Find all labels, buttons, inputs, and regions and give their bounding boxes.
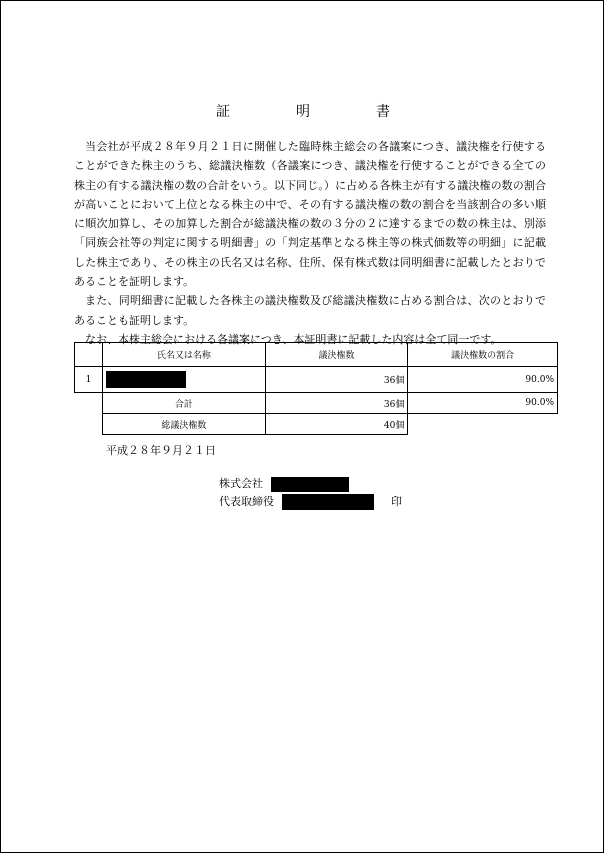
header-ratio: 議決権数の割合	[408, 343, 558, 367]
document-title: 証 明 書	[216, 104, 416, 120]
all-votes-value: 40個	[265, 414, 408, 435]
total-label: 合計	[102, 393, 265, 414]
paragraph-same: なお、本株主総会における各議案につき、本証明書に記載した内容は全て同一です。	[85, 332, 502, 346]
certificate-date: 平成２８年９月２１日	[106, 444, 216, 457]
voting-rights-table	[74, 342, 558, 435]
redacted-shareholder-name	[106, 371, 186, 388]
paragraph-main: 当会社が平成２８年９月２１日に開催した臨時株主総会の各議案につき、議決権を行使することができた株主のうち、総議決権数（各議案につき、議決権を行使することができる全ての株主の有する議決権の数の合計をいう。以下同じ。）に占める各株主が有する議決権の数の割合が高いことにおいて上位となる株主の中で、その有する議決権の数の割合を当該割合の多い順に順次加算し、その加算した割合が総議決権の数の３分の２に達するまでの数の株主は、別添「同族会社等の判定に関する明細書」の「判定基準となる株主等の株式価数等の明細」に記載した株主であり、その株主の氏名又は名称、住所、保有株式数は同明細書に記載したとおりであることを証明します。	[74, 140, 546, 289]
row-votes: 36個	[265, 367, 408, 393]
company-label: 株式会社	[219, 477, 263, 490]
header-no	[75, 343, 103, 367]
header-votes: 議決権数	[265, 343, 408, 367]
representative-label: 代表取締役	[219, 495, 274, 508]
row-number: 1	[75, 367, 103, 393]
total-ratio: 90.0%	[408, 393, 558, 414]
seal-mark: 印	[391, 495, 402, 508]
total-row	[75, 393, 558, 414]
certificate-body	[74, 137, 546, 349]
all-votes-label: 総議決権数	[102, 414, 265, 435]
shareholder-name-cell	[102, 367, 265, 393]
header-name: 氏名又は名称	[102, 343, 265, 367]
table-row	[75, 367, 558, 393]
redacted-company-name	[271, 477, 349, 492]
total-votes: 36個	[265, 393, 408, 414]
all-votes-row	[75, 414, 558, 435]
row-ratio: 90.0%	[408, 367, 558, 393]
redacted-representative-name	[282, 494, 374, 510]
paragraph-ratio: また、同明細書に記載した各株主の議決権数及び総議決権数に占める割合は、次のとおりであることも証明します。	[74, 294, 546, 327]
table-header-row	[75, 343, 558, 367]
representative-line	[219, 493, 402, 510]
company-line	[219, 475, 349, 492]
